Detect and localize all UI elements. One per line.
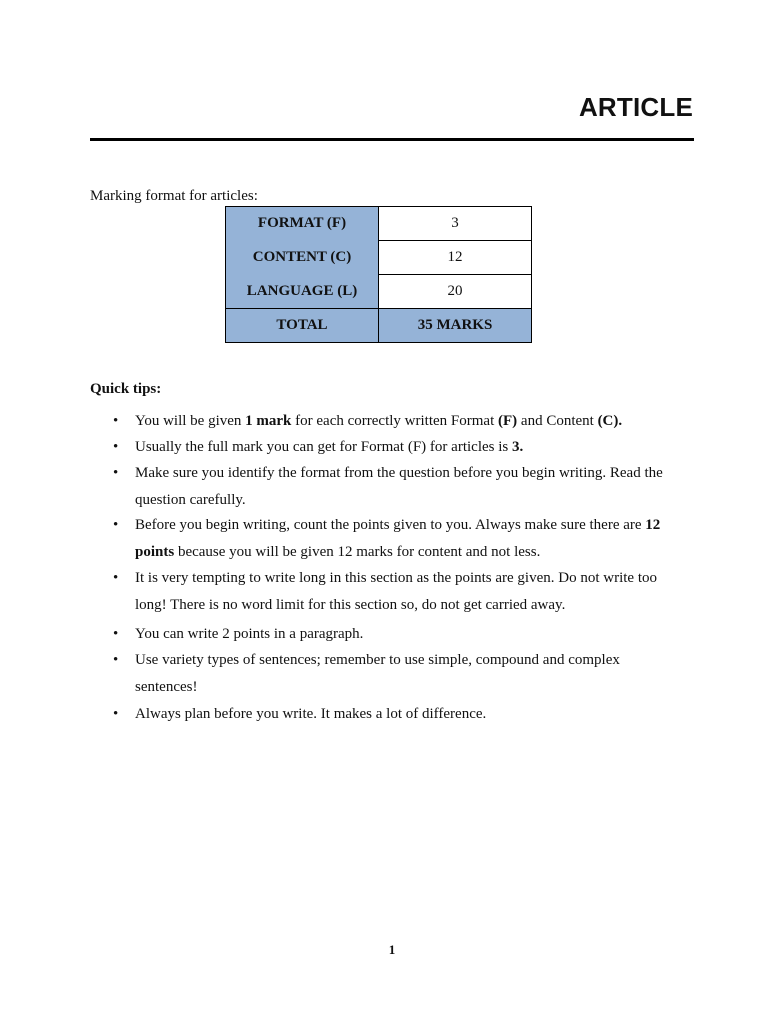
bullet-icon: • [113, 413, 119, 429]
format-label-cell: FORMAT (F) [226, 207, 379, 241]
tip-text [135, 706, 486, 722]
tip-text [135, 439, 523, 455]
tip-text [135, 413, 622, 429]
tip-text [135, 652, 620, 695]
table-row [226, 241, 532, 275]
tip-run: Before you begin writing, count the points given to you. Always make sure there are [135, 517, 646, 533]
tip-text [135, 570, 657, 613]
tip-item [113, 512, 680, 565]
tip-emphasis: 12 points [135, 517, 661, 560]
page-title: ARTICLE [578, 92, 693, 122]
tip-item [113, 565, 680, 618]
tip-run: Make sure you identify the format from the question before you begin writing. Read the question carefully. [135, 465, 663, 508]
tip-run: Usually the full mark you can get for Format (F) for articles is [135, 439, 512, 455]
tip-text [135, 626, 363, 642]
tip-run: because you will be given 12 marks for content and not less. [174, 543, 541, 560]
table-total-row [226, 309, 532, 343]
bullet-icon: • [113, 439, 119, 455]
language-label-cell: LANGUAGE (L) [226, 275, 379, 309]
bullet-icon: • [113, 517, 119, 533]
bullet-icon: • [113, 570, 119, 586]
tip-item [113, 434, 680, 461]
tip-run: for each correctly written Format [291, 413, 498, 429]
intro-text: Marking format for articles: [90, 188, 258, 204]
bullet-icon: • [113, 652, 119, 668]
tip-run: You will be given [135, 413, 246, 429]
tip-run: Always plan before you write. It makes a lot of difference. [135, 706, 487, 722]
table-row [226, 207, 532, 241]
tip-item [113, 408, 680, 435]
tip-run: Use variety types of sentences; remember to use simple, compound and complex sentences! [135, 652, 620, 695]
marking-format-table [225, 206, 532, 343]
tip-run: It is very tempting to write long in this section as the points are given. Do not write too long! There is no word limit for this section so, do not get carried away. [135, 570, 657, 613]
tip-emphasis: 1 mark [245, 413, 292, 429]
tip-emphasis: (C). [597, 413, 623, 429]
total-value-cell: 35 MARKS [379, 309, 532, 343]
title-divider [90, 138, 694, 141]
table-row [226, 275, 532, 309]
language-value-cell: 20 [379, 275, 532, 309]
content-value-cell: 12 [379, 241, 532, 275]
format-value-cell: 3 [379, 207, 532, 241]
quick-tips-heading: Quick tips: [90, 381, 162, 397]
tip-item [113, 621, 680, 648]
tip-text [135, 465, 663, 508]
bullet-icon: • [113, 626, 119, 642]
total-label-cell: TOTAL [226, 309, 379, 343]
bullet-icon: • [113, 465, 119, 481]
page-number: 1 [388, 942, 396, 957]
tip-run: You can write 2 points in a paragraph. [135, 626, 364, 642]
tip-item [113, 647, 680, 700]
bullet-icon: • [113, 706, 119, 722]
tip-emphasis: (F) [498, 413, 518, 429]
tip-item [113, 701, 680, 728]
content-label-cell: CONTENT (C) [226, 241, 379, 275]
tip-item [113, 460, 680, 513]
tip-run: and Content [517, 413, 598, 429]
tip-emphasis: 3. [512, 439, 524, 455]
tip-text [135, 517, 660, 560]
